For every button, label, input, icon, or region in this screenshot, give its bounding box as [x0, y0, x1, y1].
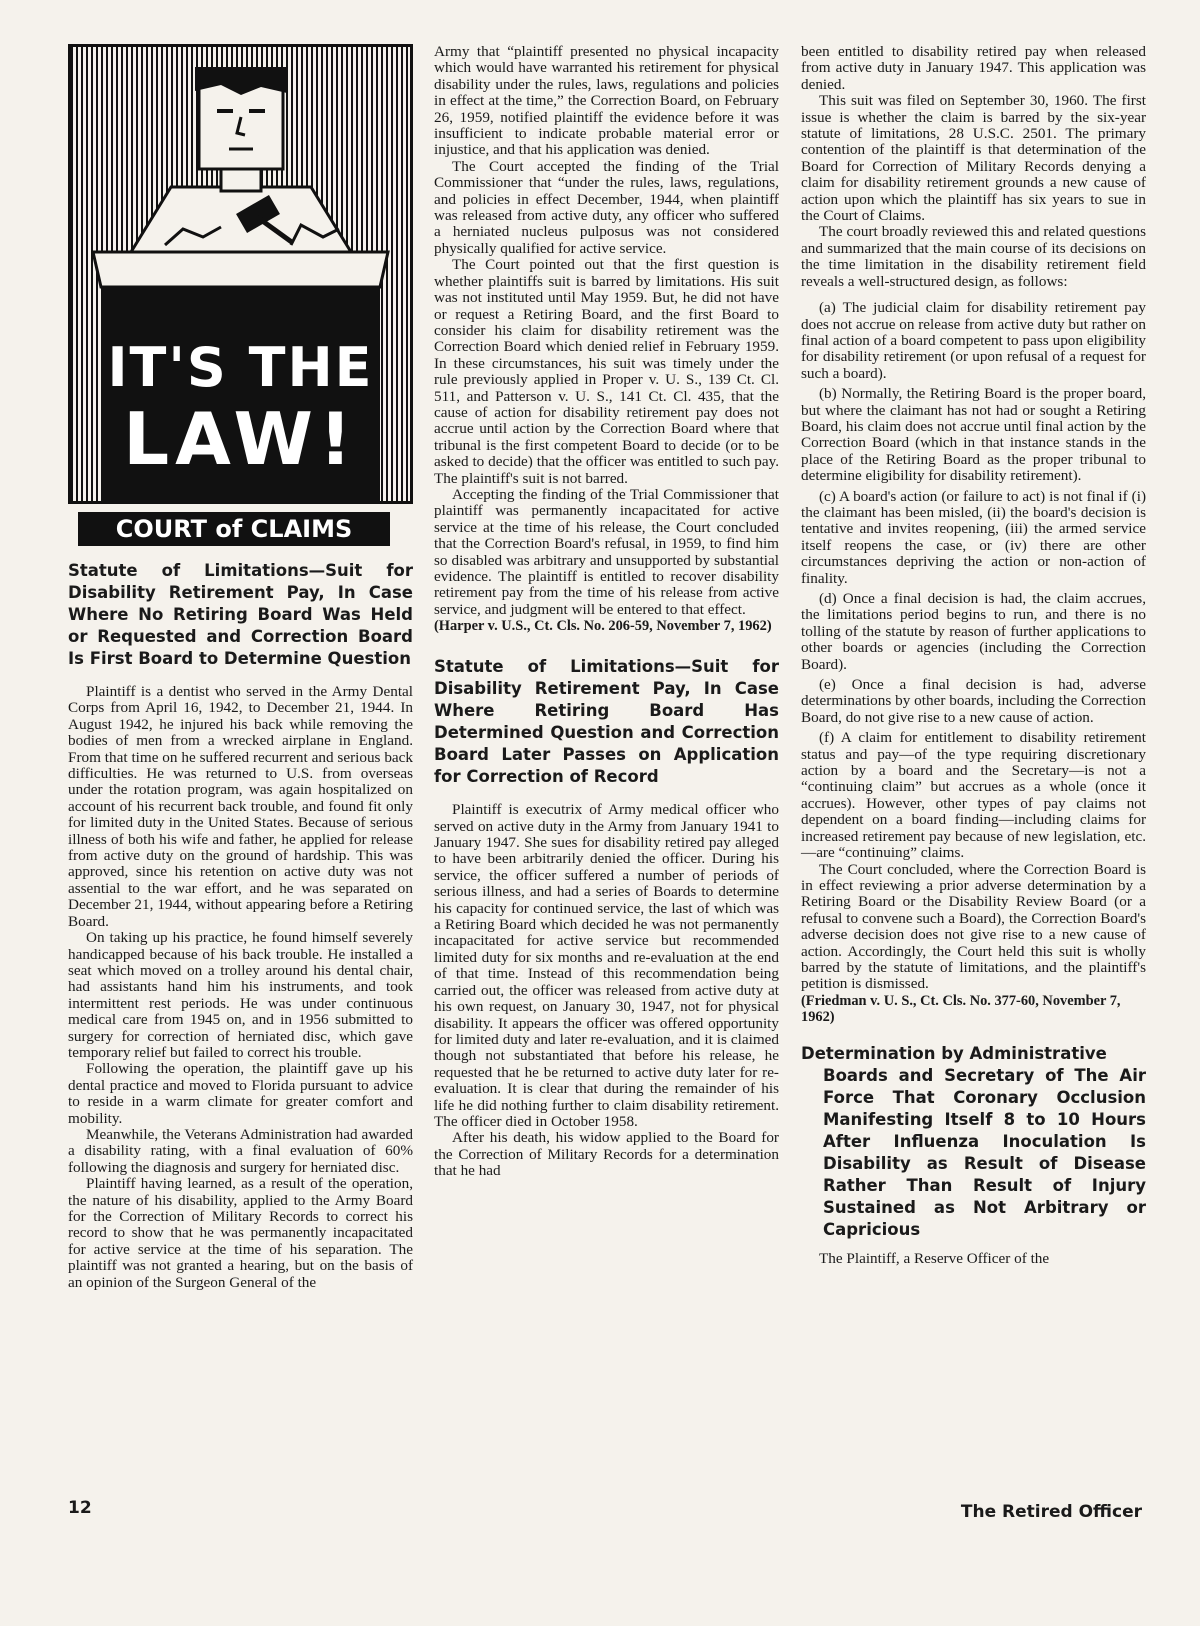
publication-name: The Retired Officer: [960, 1502, 1142, 1522]
article-3-headline: [801, 1043, 1146, 1241]
list-item: (b) Normally, the Retiring Board is the proper board, but where the claimant has not had or sought a Retiring Board, his claim does not accrue until final action by the Correction Board (which in that instance stands in the place of the Retiring Board as the proper tribunal to determine eligibility for disability retirement).: [801, 385, 1146, 485]
findings-list: [801, 300, 1146, 861]
case-citation: (Friedman v. U. S., Ct. Cls. No. 377-60, November 7, 1962): [801, 992, 1121, 1025]
list-item: (d) Once a final decision is had, the claim accrues, the limitations period begins to run, and there is no tolling of the statute by reason of further applications to other boards or agencies (including the Correction Board).: [801, 590, 1146, 673]
logo-title: [81, 337, 400, 479]
paragraph: Plaintiff is a dentist who served in the Army Dental Corps from April 16, 1942, to December 21, 1944. In August 1942, he injured his back while removing the bodies of men from a wrecked airplane in England. From that time on he suffered recurrent and serious back difficulties. He was returned to U.S. from overseas under the rotation program, was again hospitalized on account of his recurrent back trouble, and found fit only for limited duty in the United States. Because of serious illness of both his wife and father, he applied for release from active duty on the ground of hardship. This was approved, since his retention on active duty was not assential to the war effort, and he was separated on December 21, 1944, without appearing before a Retiring Board.: [68, 683, 413, 930]
paragraph: Accepting the finding of the Trial Commissioner that plaintiff was permanently incapacitated for active service at the time of his release, the Court concluded that the Correction Board's refusal, in 1959, to find him so disabled was arbitrary and unsupported by substantial evidence. The plaintiff is entitled to recover disability retirement pay from the time of his release from active service, and judgment will be entered to that effect.: [434, 485, 779, 618]
paragraph: Plaintiff having learned, as a result of the operation, the nature of his disability, applied to the Army Board for the Correction of Military Records to correct his record to show that he was permanently incapacitated for active service at the time of his separation. The plaintiff was not granted a hearing, but on the basis of an opinion of the Surgeon General of the: [68, 1175, 413, 1291]
list-item: (c) A board's action (or failure to act) is not final if (i) the claimant has been misled, (ii) the board's decision is tentative and invites reopening, (iii) the armed service itself reopens the case, or (iv) there are other circumstances depriving the action or non-action of finality.: [801, 487, 1146, 587]
paragraph: been entitled to disability retired pay when released from active duty in January 1947. This application was denied.: [801, 43, 1146, 93]
paragraph: Meanwhile, the Veterans Administration had awarded a disability rating, with a final evaluation of 60% following the diagnosis and surgery for herniated disc.: [68, 1125, 413, 1176]
paragraph: On taking up his practice, he found himself severely handicapped because of his back trouble. He installed a seat which moved on a trolley around his dental chair, had assistants hand him his instruments, and took intermittent rest periods. He was under continuous medical care from 1945 on, and in 1956 submitted to surgery for correction of herniated disc, which gave temporary relief but failed to correct his trouble.: [68, 929, 413, 1061]
paragraph: The Court pointed out that the first question is whether plaintiffs suit is barred by limitations. His suit was not instituted until May 1959. But, he did not have or request a Retiring Board, and the first Board to consider his claim for disability retirement was the Correction Board which denied relief in February 1959. In these circumstances, his suit was timely under the rule previously applied in Proper v. U. S., 139 Ct. Cl. 511, and Patterson v. U. S., 141 Ct. Cl. 435, that the cause of action for disability retirement pay does not accrue until action by the Correction Board where that tribunal is the first competent Board to decide (or to be asked to decide) that the officer was entitled to such pay. The plaintiff's suit is not barred.: [434, 256, 779, 487]
paragraph: After his death, his widow applied to the Board for the Correction of Military Records for a determination that he had: [434, 1129, 779, 1180]
paragraph: Army that “plaintiff presented no physical incapacity which would have warranted his retirement for physical disability under the rules, laws, regulations and policies in effect at the time,” the Correction Board, on February 26, 1959, notified plaintiff the evidence before it was insufficient to indicate probable material error or injustice, and that his application was denied.: [434, 43, 779, 159]
headline-first-line: Determination by Administrative: [801, 1043, 1107, 1063]
column-1: [68, 44, 413, 1291]
article-2-headline: Statute of Limitations—Suit for Disability Retirement Pay, In Case Where Retiring Board Has Determined Question and Correction Board Later Passes on Application for Correction of Record: [434, 657, 779, 787]
paragraph: Following the operation, the plaintiff gave up his dental practice and moved to Florida pursuant to advice to reside in a warm climate for greater comfort and mobility.: [68, 1060, 413, 1127]
page-number: 12: [68, 1498, 92, 1518]
list-item: (f) A claim for entitlement to disability retirement status and pay—of the type requiring discretionary action by a board and the Secretary—is not a “continuing claim” but accrues as a whole (once it accrues). However, other types of pay claims not dependent on a board finding—including claims for increased retirement pay because of new legislation, etc.—are “continuing” claims.: [801, 729, 1146, 862]
paragraph: The court broadly reviewed this and related questions and summarized that the main course of its decisions on the time limitation in the disability retirement field reveals a well-structured design, as follows:: [801, 223, 1146, 290]
its-the-law-logo: [68, 44, 413, 504]
case-citation: (Harper v. U.S., Ct. Cls. No. 206-59, November 7, 1962): [434, 618, 772, 635]
column-3: [801, 44, 1146, 1267]
paragraph: Plaintiff is executrix of Army medical officer who served on active duty in the Army from January 1941 to January 1947. She sues for disability retired pay alleged to have been arbitrarily denied the officer. During his service, the officer suffered a number of periods of serious illness, and had a series of Boards to determine his capacity for continued service, the last of which was a Retiring Board which decided he was not permanently incapacitated for active service but recommended limited duty for six months and re-evaluation at the end of that time. Instead of this recommendation being carried out, the officer was released from active duty at his own request, on January 30, 1947, not for physical disability. It appears the officer was offered opportunity for limited duty and later re-evaluation, and it is claimed though not substantiated that before his release, he requested that he be returned to active duty later for re-evaluation. It is clear that during the remainder of his life he did nothing further to claim disability retirement. The officer died in October 1958.: [434, 801, 779, 1130]
list-item: (a) The judicial claim for disability retirement pay does not accrue on release from active duty but rather on final action of a board competent to pass upon eligibility for disability retirement (or upon refusal of a request for such a board).: [801, 299, 1146, 382]
logo-title-line1: IT'S THE: [107, 336, 374, 399]
paragraph: The Plaintiff, a Reserve Officer of the: [819, 1249, 1050, 1267]
logo-title-line2: LAW!: [123, 397, 358, 481]
headline-rest: Boards and Secretary of The Air Force That Coronary Occlusion Manifesting Itself 8 to 10 Hours After Influenza Inoculation Is Disability as Result of Disease Rather Than Result of Injury Sustained as Not Arbitrary or Capricious: [823, 1065, 1146, 1239]
list-item: (e) Once a final decision is had, adverse determinations by other boards, including the Correction Board, do not give rise to a new cause of action.: [801, 676, 1146, 726]
paragraph: This suit was filed on September 30, 1960. The first issue is whether the claim is barred by the six-year statute of limitations, 28 U.S.C. 2501. The primary contention of the plaintiff is that determination of the Board for Correction of Military Records denying a claim for disability retirement grounds a new cause of action upon which the plaintiff has six years to sue in the Court of Claims.: [801, 92, 1146, 225]
paragraph: The Court concluded, where the Correction Board is in effect reviewing a prior adverse determination by a Retiring Board or the Disability Review Board (or a refusal to convene such a Board), the Correction Board's adverse decision does not give rise to a new cause of action. Accordingly, the Court held this suit is wholly barred by the statute of limitations, and the plaintiff's petition is dismissed.: [801, 860, 1146, 993]
article-1-headline: Statute of Limitations—Suit for Disability Retirement Pay, In Case Where No Retiring Board Was Held or Requested and Correction Board Is First Board to Determine Question: [68, 561, 413, 668]
paragraph: The Court accepted the finding of the Trial Commissioner that “under the rules, laws, regulations, and policies in effect December, 1944, when plaintiff was released from active duty, any officer who suffered a herniated nucleus pulposus was not considered physically qualified for active service.: [434, 157, 779, 257]
article-2-body-col2: [434, 802, 779, 1179]
column-2: [434, 44, 779, 1180]
section-title: COURT of CLAIMS: [78, 512, 390, 546]
article-1-body-col1: [68, 684, 413, 1291]
